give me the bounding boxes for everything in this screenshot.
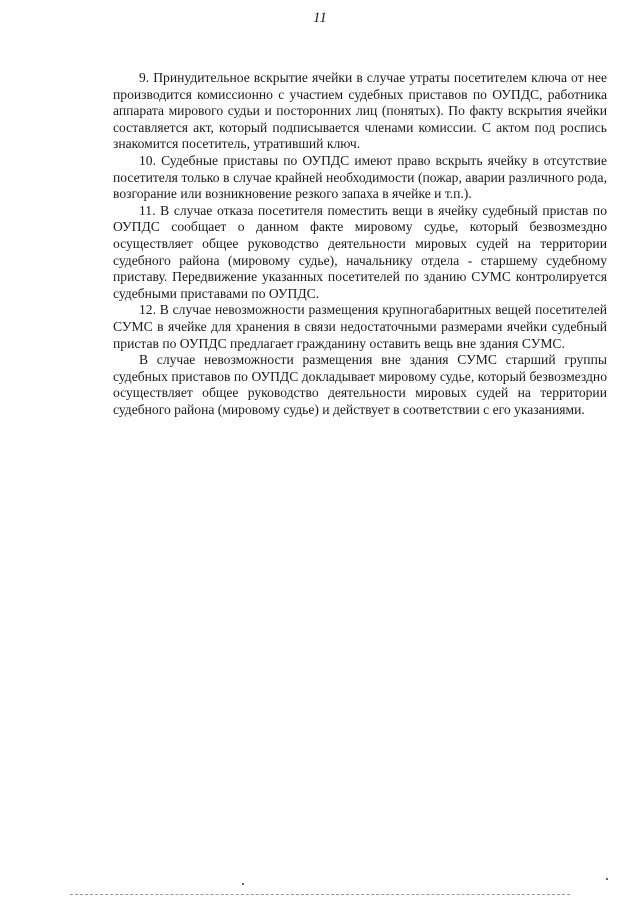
document-body [113,70,607,418]
page-number: 11 [313,10,327,26]
scan-speck [242,883,244,885]
paragraph-12: 12. В случае невозможности размещения крупногабаритных вещей посетителей СУМС в ячейке для хранения в связи недостаточными размерами ячейки судебный пристав по ОУПДС предлагает гражданину оставить вещь вне здания СУМС. [113,302,607,351]
scan-speck [606,878,608,880]
paragraph-11: 11. В случае отказа посетителя поместить вещи в ячейку судебный пристав по ОУПДС сообщает о данном факте мировому судье, который безвозмездно осуществляет общее руководство деятельности мировых судей на территории судебного района (мировому судье), начальнику отдела - старшему судебному приставу. Передвижение указанных посетителей по зданию СУМС контролируется судебными приставами по ОУПДС. [113,202,607,301]
paragraph-10: 10. Судебные приставы по ОУПДС имеют право вскрыть ячейку в отсутствие посетителя только в случае крайней необходимости (пожар, аварии различного рода, возгорание или возникновение резкого запаха в ячейке и т.п.). [113,152,607,202]
paragraph-12-continuation: В случае невозможности размещения вне здания СУМС старший группы судебных приставов по ОУПДС докладывает мировому судье, который безвозмездно осуществляет общее руководство деятельности мировых судей на территории судебного района (мировому судье) и действует в соответствии с его указаниями. [113,352,607,417]
paragraph-9: 9. Принудительное вскрытие ячейки в случае утраты посетителем ключа от нее производится комиссионно с участием судебных приставов по ОУПДС, работника аппарата мирового судьи и посторонних лиц (понятых). По факту вскрытия ячейки составляется акт, который подписывается членами комиссии. С актом под роспись знакомится посетитель, утративший ключ. [113,70,607,152]
scan-bottom-edge [70,894,570,895]
